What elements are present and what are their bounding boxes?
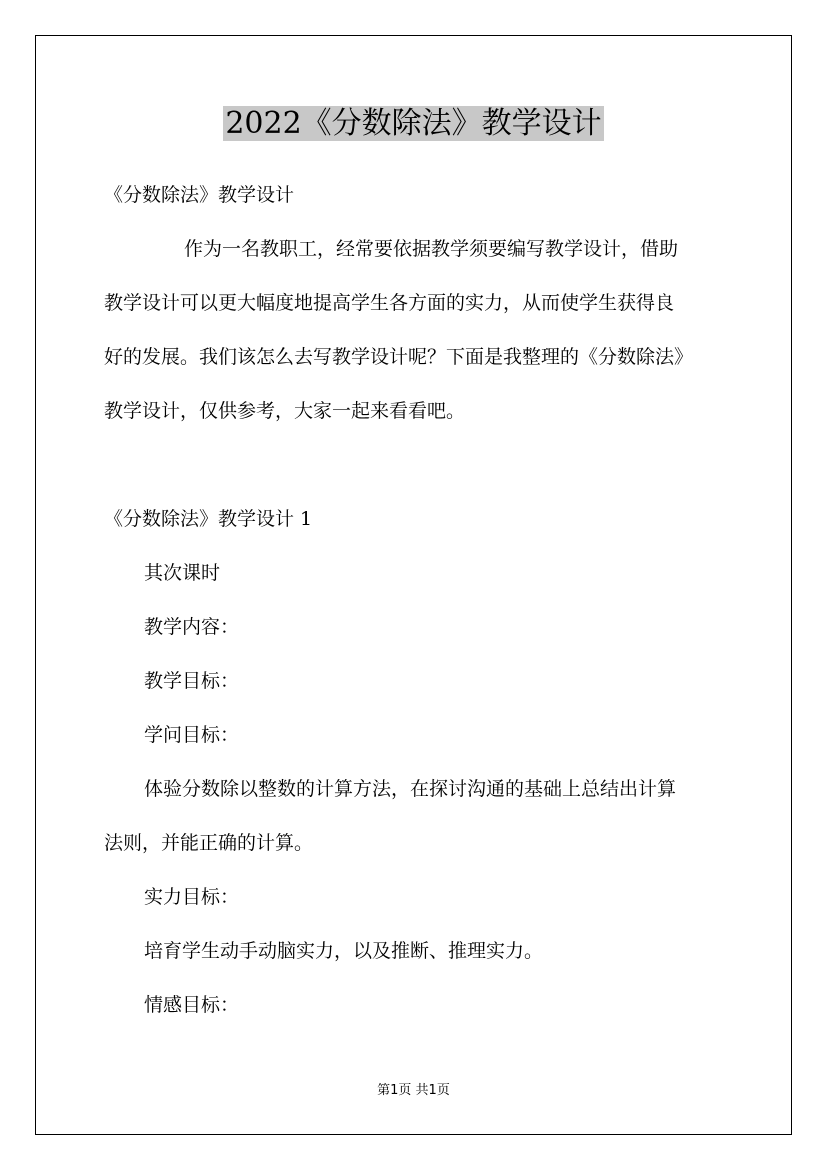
section-heading: 《分数除法》教学设计 1	[104, 508, 313, 530]
intro-line-2: 教学设计可以更大幅度地提高学生各方面的实力，从而使学生获得良	[104, 292, 675, 314]
title-text: 2022《分数除法》教学设计	[225, 106, 602, 141]
intro-line-1: 作为一名教职工，经常要依据教学须要编写教学设计，借助	[184, 238, 679, 260]
ability-text: 培育学生动手动脑实力，以及推断、推理实力。	[144, 940, 544, 962]
page-footer: 第1页 共1页	[377, 1083, 450, 1098]
subtitle: 《分数除法》教学设计	[104, 184, 295, 206]
knowledge-text-line-1: 体验分数除以整数的计算方法，在探讨沟通的基础上总结出计算	[144, 778, 677, 800]
intro-line-3: 好的发展。我们该怎么去写教学设计呢？下面是我整理的《分数除法》	[104, 346, 694, 368]
intro-line-4: 教学设计，仅供参考，大家一起来看看吧。	[104, 400, 466, 422]
goals-label: 教学目标：	[144, 670, 240, 692]
lesson-label: 其次课时	[144, 562, 221, 584]
ability-label: 实力目标：	[144, 886, 240, 908]
document-title	[0, 102, 827, 146]
knowledge-label: 学问目标：	[144, 724, 240, 746]
emotion-label: 情感目标：	[144, 994, 240, 1016]
knowledge-text-line-2: 法则，并能正确的计算。	[104, 832, 314, 854]
content-label: 教学内容：	[144, 616, 240, 638]
